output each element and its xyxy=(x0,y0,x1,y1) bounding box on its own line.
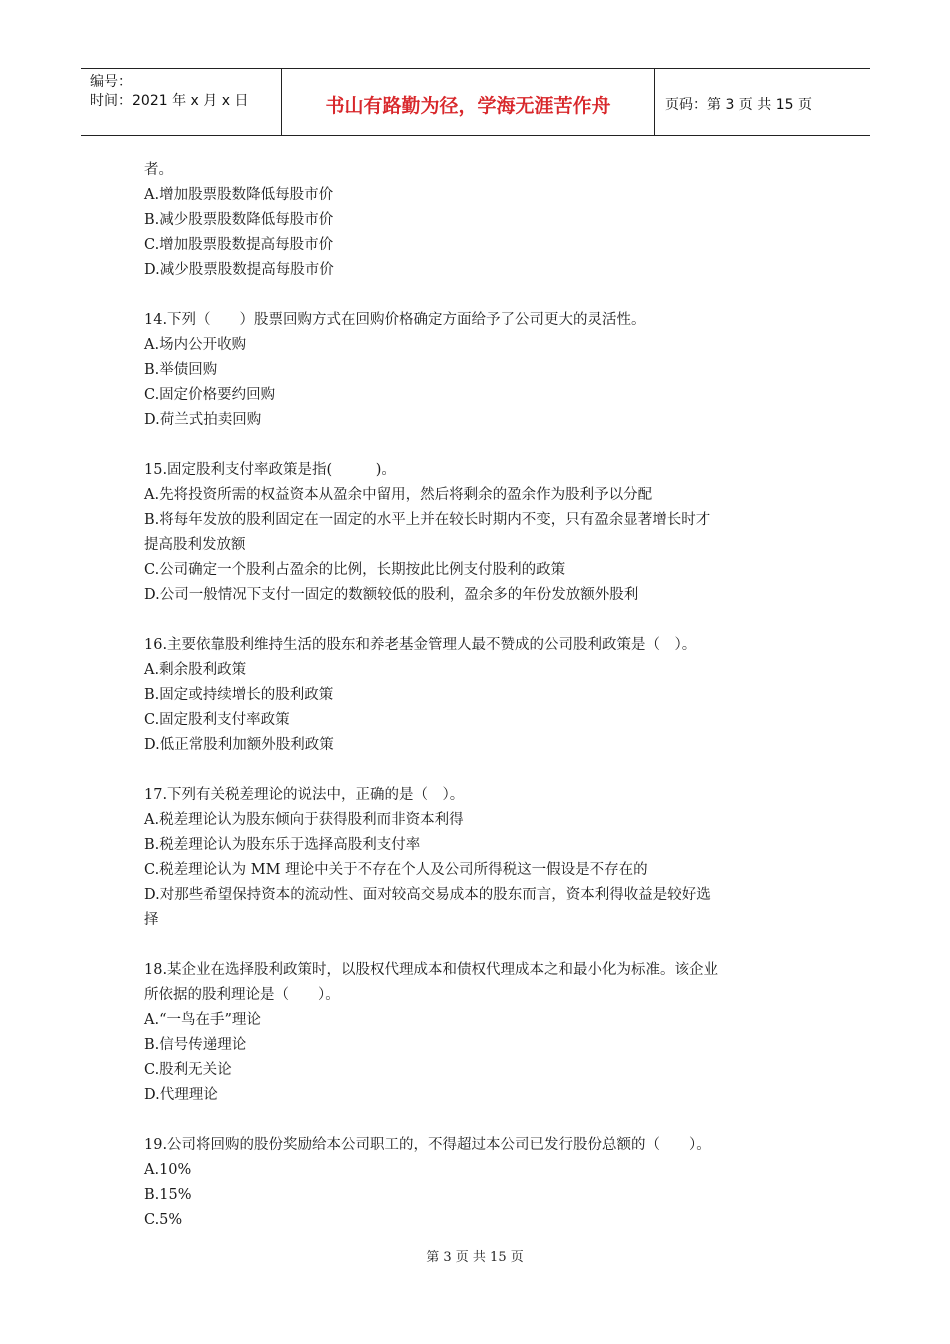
blank-line xyxy=(144,433,824,458)
text-line: 15.固定股利支付率政策是指( )。 xyxy=(144,462,396,478)
text-line: D.公司一般情况下支付一固定的数额较低的股利，盈余多的年份发放额外股利 xyxy=(144,587,639,603)
text-line: C.增加股票股数提高每股市价 xyxy=(144,237,334,253)
text-line: 择 xyxy=(144,912,159,928)
header-page-info: 页码：第 3 页 共 15 页 xyxy=(665,97,812,113)
text-line: B.举债回购 xyxy=(144,362,218,378)
text-line: 17.下列有关税差理论的说法中，正确的是（ ）。 xyxy=(144,787,465,803)
text-line: C.股利无关论 xyxy=(144,1062,232,1078)
text-line: B.将每年发放的股利固定在一固定的水平上并在较长时期内不变，只有盈余显著增长时才 xyxy=(144,512,711,528)
text-line: D.低正常股利加额外股利政策 xyxy=(144,737,334,753)
text-line: D.荷兰式拍卖回购 xyxy=(144,412,262,428)
header-middle-cell xyxy=(282,69,655,135)
header-motto: 书山有路勤为径，学海无涯苦作舟 xyxy=(325,95,611,117)
text-line: A.“一鸟在手”理论 xyxy=(144,1012,261,1028)
text-line: C.5% xyxy=(144,1212,183,1228)
header-left-cell xyxy=(81,69,282,135)
text-line: A.增加股票股数降低每股市价 xyxy=(144,187,334,203)
text-line: C.公司确定一个股利占盈余的比例，长期按此比例支付股利的政策 xyxy=(144,562,566,578)
blank-line xyxy=(144,608,824,633)
text-line: 者。 xyxy=(144,162,173,178)
document-number-label: 编号： xyxy=(90,74,132,90)
text-line: A.税差理论认为股东倾向于获得股利而非资本利得 xyxy=(144,812,464,828)
text-line: D.减少股票股数提高每股市价 xyxy=(144,262,334,278)
blank-line xyxy=(144,758,824,783)
text-line: B.税差理论认为股东乐于选择高股利支付率 xyxy=(144,837,421,853)
page-header xyxy=(81,68,870,136)
text-line: D.代理理论 xyxy=(144,1087,218,1103)
text-line: B.15% xyxy=(144,1187,192,1203)
text-line: B.固定或持续增长的股利政策 xyxy=(144,687,334,703)
text-line: A.10% xyxy=(144,1162,192,1178)
text-line: A.剩余股利政策 xyxy=(144,662,247,678)
header-right-cell xyxy=(655,69,870,135)
text-line: C.固定股利支付率政策 xyxy=(144,712,290,728)
text-line: C.税差理论认为 MM 理论中关于不存在个人及公司所得税这一假设是不存在的 xyxy=(144,862,648,878)
text-line: D.对那些希望保持资本的流动性、面对较高交易成本的股东而言，资本利得收益是较好选 xyxy=(144,887,711,903)
blank-line xyxy=(144,1108,824,1133)
document-body xyxy=(144,158,824,1233)
text-line: A.场内公开收购 xyxy=(144,337,247,353)
text-line: B.减少股票股数降低每股市价 xyxy=(144,212,334,228)
document-date: 时间：2021 年 x 月 x 日 xyxy=(90,93,249,109)
text-line: 提高股利发放额 xyxy=(144,537,246,553)
text-line: 所依据的股利理论是（ ）。 xyxy=(144,987,340,1003)
text-line: A.先将投资所需的权益资本从盈余中留用，然后将剩余的盈余作为股利予以分配 xyxy=(144,487,653,503)
page-footer: 第 3 页 共 15 页 xyxy=(426,1250,524,1265)
text-line: 14.下列（ ）股票回购方式在回购价格确定方面给予了公司更大的灵活性。 xyxy=(144,312,646,328)
blank-line xyxy=(144,283,824,308)
blank-line xyxy=(144,933,824,958)
text-line: 19.公司将回购的股份奖励给本公司职工的，不得超过本公司已发行股份总额的（ ）。 xyxy=(144,1137,711,1153)
text-line: 16.主要依靠股利维持生活的股东和养老基金管理人最不赞成的公司股利政策是（ ）。 xyxy=(144,637,697,653)
text-line: B.信号传递理论 xyxy=(144,1037,247,1053)
text-line: C.固定价格要约回购 xyxy=(144,387,276,403)
text-line: 18.某企业在选择股利政策时，以股权代理成本和债权代理成本之和最小化为标准。该企业 xyxy=(144,962,719,978)
